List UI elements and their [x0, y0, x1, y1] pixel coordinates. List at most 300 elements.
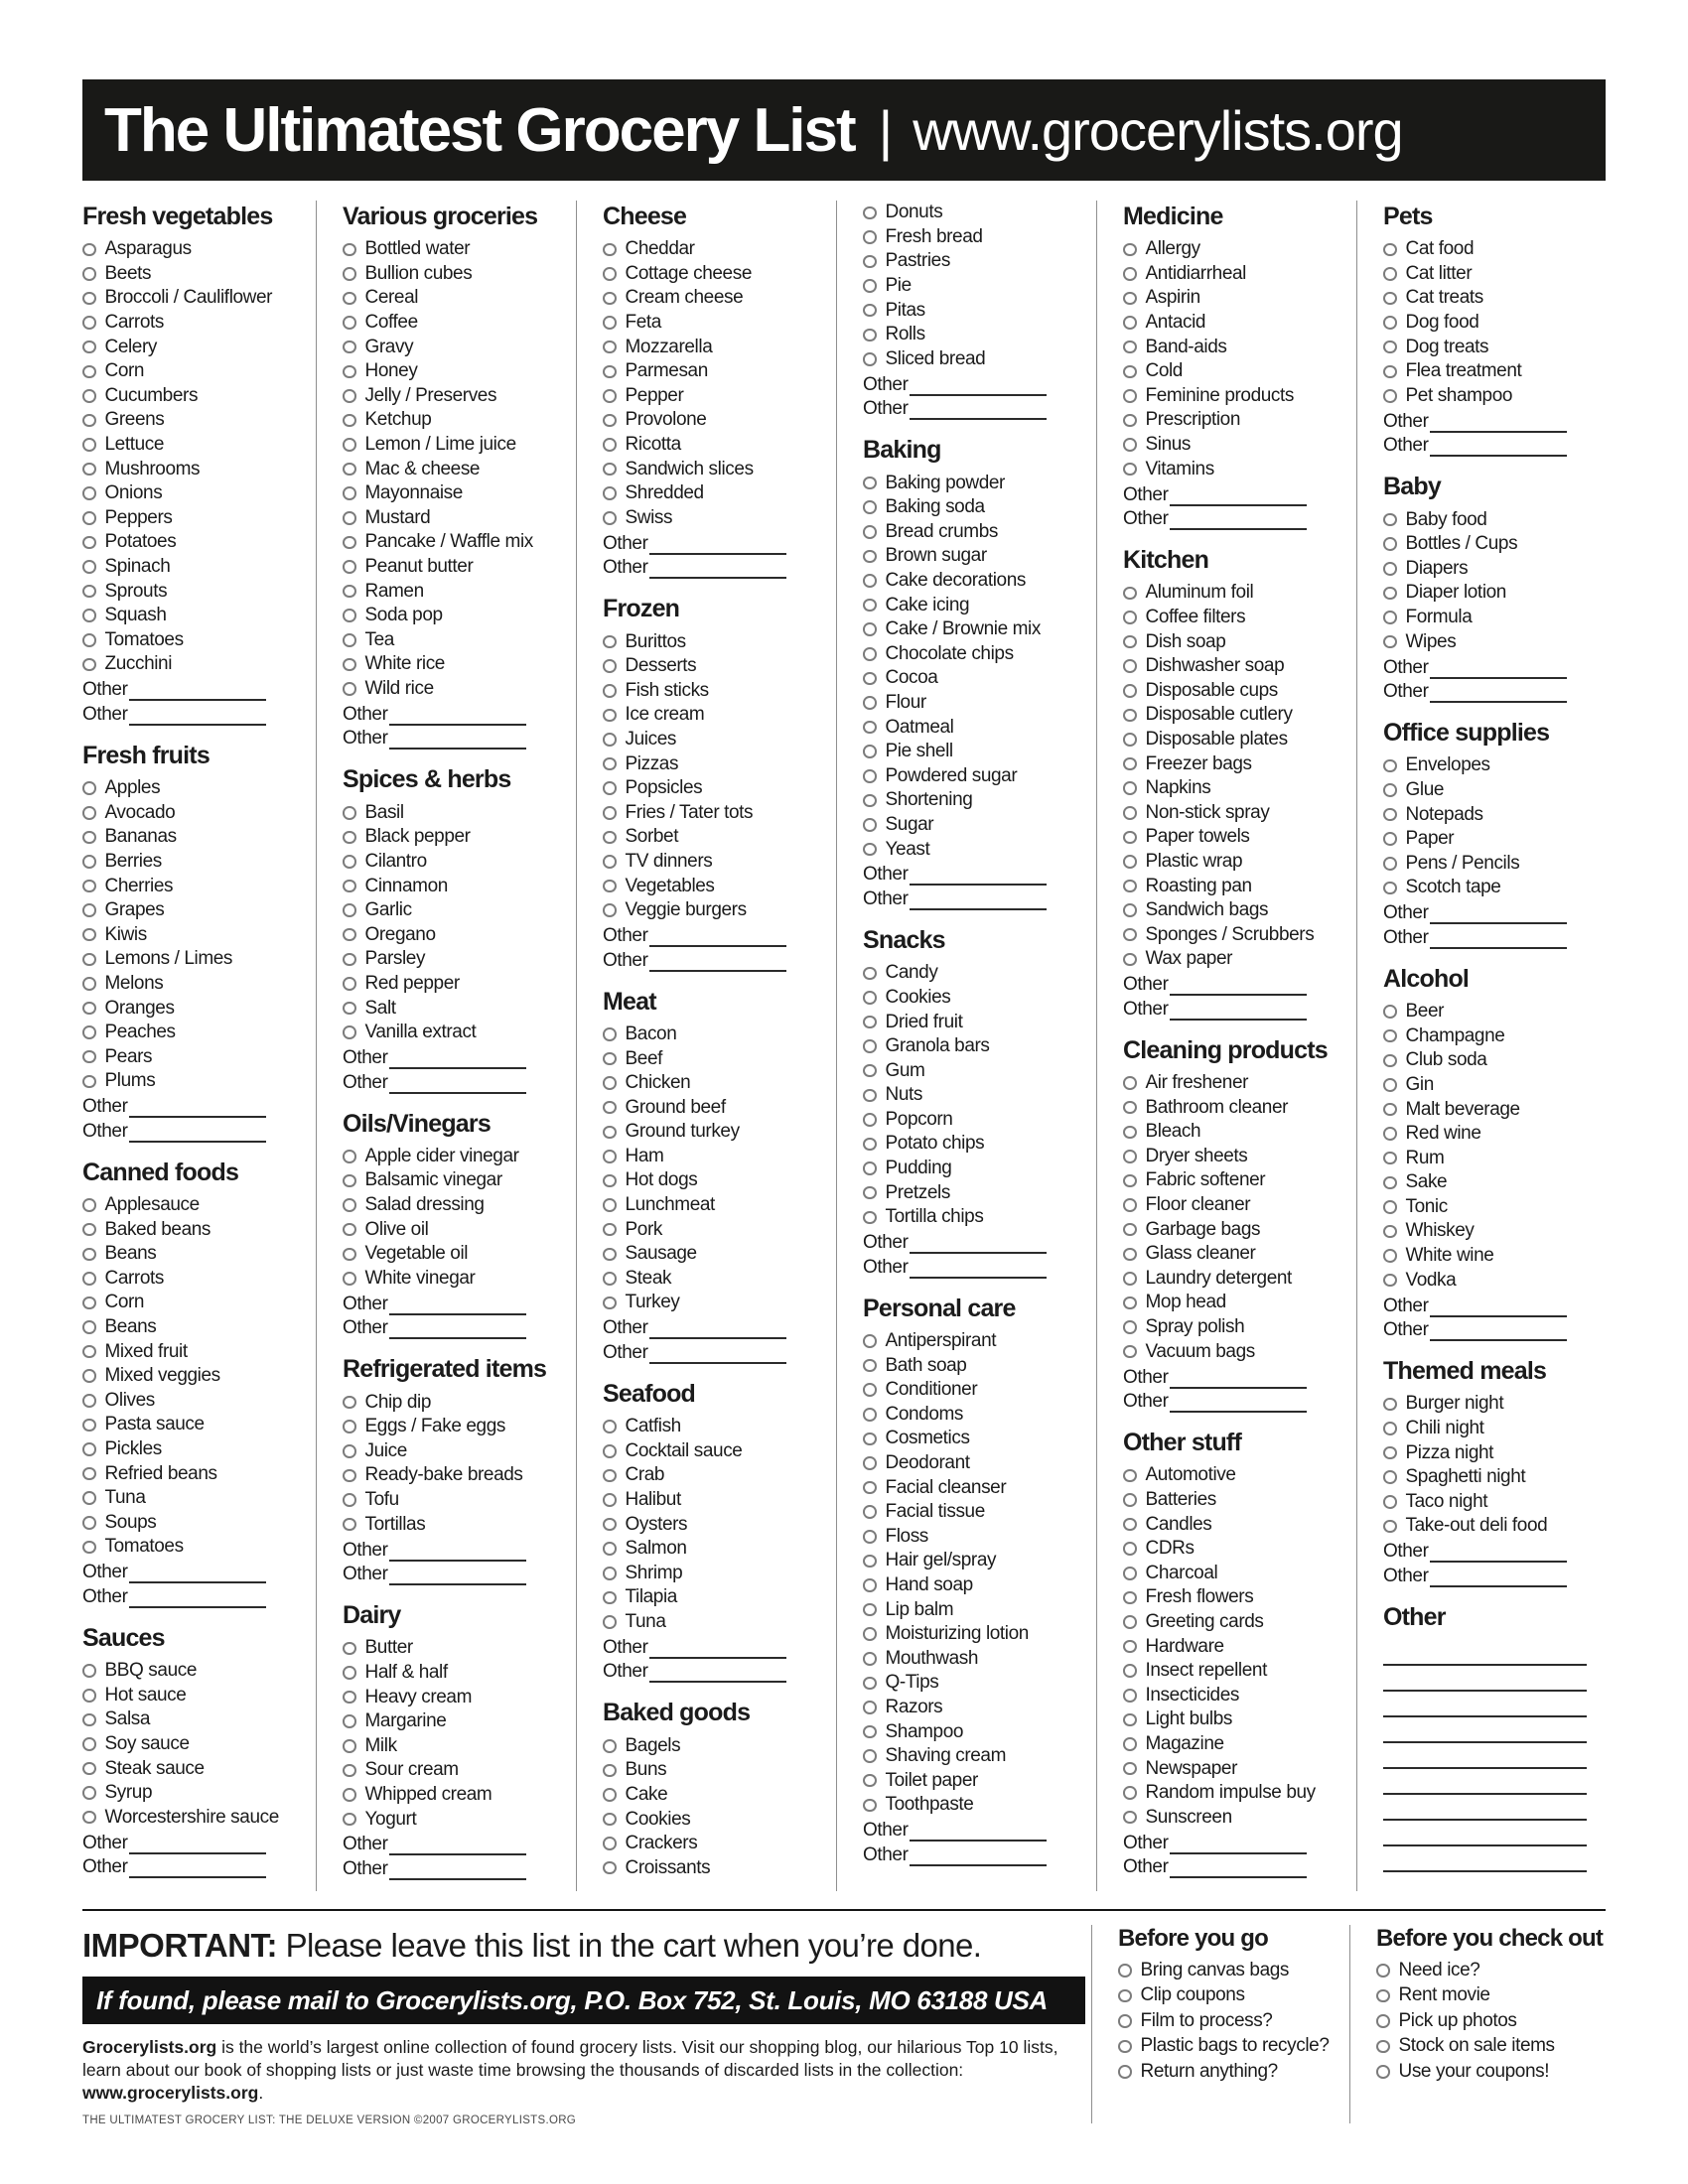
checkbox-circle[interactable] [603, 1518, 617, 1532]
checkbox-circle[interactable] [1123, 1689, 1137, 1703]
checkbox-circle[interactable] [1383, 513, 1397, 527]
checkbox-circle[interactable] [1383, 1127, 1397, 1141]
checkbox-circle[interactable] [343, 855, 356, 869]
checkbox-circle[interactable] [82, 1811, 96, 1825]
checkbox-circle[interactable] [1383, 1152, 1397, 1165]
checkbox-circle[interactable] [343, 1493, 356, 1507]
checkbox-circle[interactable] [603, 684, 617, 698]
checkbox-circle[interactable] [863, 477, 877, 490]
checkbox-circle[interactable] [343, 1691, 356, 1705]
checkbox-circle[interactable] [863, 1627, 877, 1641]
checkbox-circle[interactable] [82, 1272, 96, 1286]
checkbox-circle[interactable] [603, 1420, 617, 1433]
checkbox-circle[interactable] [1123, 1713, 1137, 1727]
checkbox-circle[interactable] [1123, 414, 1137, 428]
checkbox-circle[interactable] [603, 1150, 617, 1163]
checkbox-circle[interactable] [1123, 855, 1137, 869]
checkbox-circle[interactable] [863, 1530, 877, 1544]
checkbox-circle[interactable] [1123, 1223, 1137, 1237]
checkbox-circle[interactable] [82, 1737, 96, 1751]
checkbox-circle[interactable] [82, 316, 96, 330]
checkbox-circle[interactable] [343, 1248, 356, 1262]
checkbox-circle[interactable] [863, 1064, 877, 1078]
checkbox-circle[interactable] [863, 696, 877, 710]
checkbox-circle[interactable] [82, 1762, 96, 1776]
checkbox-circle[interactable] [863, 525, 877, 539]
checkbox-circle[interactable] [1123, 1198, 1137, 1212]
checkbox-circle[interactable] [1383, 1422, 1397, 1435]
checkbox-circle[interactable] [603, 486, 617, 500]
checkbox-circle[interactable] [343, 267, 356, 281]
checkbox-circle[interactable] [1123, 903, 1137, 917]
checkbox-circle[interactable] [1123, 292, 1137, 306]
checkbox-circle[interactable] [1376, 1989, 1390, 2003]
checkbox-circle[interactable] [863, 622, 877, 636]
checkbox-circle[interactable] [863, 279, 877, 293]
checkbox-circle[interactable] [1123, 757, 1137, 771]
checkbox-circle[interactable] [603, 1837, 617, 1850]
checkbox-circle[interactable] [343, 880, 356, 893]
checkbox-circle[interactable] [82, 1786, 96, 1800]
checkbox-circle[interactable] [343, 953, 356, 967]
checkbox-circle[interactable] [343, 1518, 356, 1532]
checkbox-circle[interactable] [343, 1150, 356, 1163]
checkbox-circle[interactable] [1123, 1076, 1137, 1090]
checkbox-circle[interactable] [1383, 389, 1397, 403]
checkbox-circle[interactable] [1118, 2014, 1132, 2028]
checkbox-circle[interactable] [1383, 857, 1397, 871]
checkbox-circle[interactable] [1383, 1249, 1397, 1263]
checkbox-circle[interactable] [1123, 831, 1137, 845]
checkbox-circle[interactable] [82, 806, 96, 820]
checkbox-circle[interactable] [343, 928, 356, 942]
checkbox-circle[interactable] [82, 389, 96, 403]
checkbox-circle[interactable] [1123, 1469, 1137, 1483]
checkbox-circle[interactable] [1383, 1520, 1397, 1534]
checkbox-circle[interactable] [82, 1369, 96, 1383]
checkbox-circle[interactable] [82, 511, 96, 525]
checkbox-circle[interactable] [82, 1050, 96, 1064]
checkbox-circle[interactable] [1376, 2014, 1390, 2028]
checkbox-circle[interactable] [82, 1198, 96, 1212]
checkbox-circle[interactable] [603, 511, 617, 525]
checkbox-circle[interactable] [603, 1444, 617, 1458]
checkbox-circle[interactable] [343, 1788, 356, 1802]
checkbox-circle[interactable] [82, 1467, 96, 1481]
checkbox-circle[interactable] [82, 365, 96, 379]
checkbox-circle[interactable] [863, 1039, 877, 1053]
checkbox-circle[interactable] [863, 500, 877, 514]
checkbox-circle[interactable] [1383, 759, 1397, 773]
checkbox-circle[interactable] [82, 831, 96, 845]
checkbox-circle[interactable] [1376, 1964, 1390, 1978]
checkbox-circle[interactable] [1123, 1737, 1137, 1751]
checkbox-circle[interactable] [1123, 389, 1137, 403]
checkbox-circle[interactable] [1383, 808, 1397, 822]
checkbox-circle[interactable] [603, 733, 617, 747]
checkbox-circle[interactable] [1123, 463, 1137, 477]
checkbox-circle[interactable] [343, 560, 356, 574]
checkbox-circle[interactable] [603, 243, 617, 257]
checkbox-circle[interactable] [1123, 928, 1137, 942]
checkbox-circle[interactable] [863, 1186, 877, 1200]
checkbox-circle[interactable] [863, 352, 877, 366]
checkbox-circle[interactable] [82, 1541, 96, 1555]
checkbox-circle[interactable] [1123, 880, 1137, 893]
checkbox-circle[interactable] [1123, 659, 1137, 673]
checkbox-circle[interactable] [603, 1272, 617, 1286]
checkbox-circle[interactable] [603, 316, 617, 330]
checkbox-circle[interactable] [1383, 1078, 1397, 1092]
checkbox-circle[interactable] [603, 1764, 617, 1778]
checkbox-circle[interactable] [1383, 1495, 1397, 1509]
checkbox-circle[interactable] [1123, 1518, 1137, 1532]
checkbox-circle[interactable] [603, 757, 617, 771]
checkbox-circle[interactable] [863, 721, 877, 735]
checkbox-circle[interactable] [1383, 365, 1397, 379]
checkbox-circle[interactable] [603, 806, 617, 820]
checkbox-circle[interactable] [1123, 953, 1137, 967]
checkbox-circle[interactable] [343, 1025, 356, 1039]
checkbox-circle[interactable] [82, 977, 96, 991]
checkbox-circle[interactable] [603, 414, 617, 428]
checkbox-circle[interactable] [343, 316, 356, 330]
checkbox-circle[interactable] [343, 585, 356, 599]
checkbox-circle[interactable] [863, 1701, 877, 1714]
checkbox-circle[interactable] [343, 1764, 356, 1778]
checkbox-circle[interactable] [343, 463, 356, 477]
checkbox-circle[interactable] [82, 1297, 96, 1310]
checkbox-circle[interactable] [343, 1813, 356, 1827]
checkbox-circle[interactable] [603, 1248, 617, 1262]
checkbox-circle[interactable] [603, 1052, 617, 1066]
checkbox-circle[interactable] [1123, 1248, 1137, 1262]
checkbox-circle[interactable] [343, 1272, 356, 1286]
checkbox-circle[interactable] [863, 230, 877, 244]
checkbox-circle[interactable] [1123, 1101, 1137, 1115]
checkbox-circle[interactable] [863, 1334, 877, 1348]
checkbox-circle[interactable] [603, 1739, 617, 1753]
checkbox-circle[interactable] [343, 486, 356, 500]
checkbox-circle[interactable] [603, 1101, 617, 1115]
checkbox-circle[interactable] [863, 1359, 877, 1373]
checkbox-circle[interactable] [343, 1198, 356, 1212]
checkbox-circle[interactable] [1123, 341, 1137, 354]
checkbox-circle[interactable] [603, 267, 617, 281]
checkbox-circle[interactable] [343, 365, 356, 379]
checkbox-circle[interactable] [1383, 316, 1397, 330]
checkbox-circle[interactable] [863, 1481, 877, 1495]
checkbox-circle[interactable] [863, 1652, 877, 1666]
checkbox-circle[interactable] [1123, 1591, 1137, 1605]
checkbox-circle[interactable] [603, 903, 617, 917]
checkbox-circle[interactable] [82, 953, 96, 967]
checkbox-circle[interactable] [863, 1089, 877, 1103]
checkbox-circle[interactable] [1123, 267, 1137, 281]
checkbox-circle[interactable] [1383, 1274, 1397, 1288]
checkbox-circle[interactable] [1123, 1762, 1137, 1776]
checkbox-circle[interactable] [1383, 292, 1397, 306]
checkbox-circle[interactable] [343, 682, 356, 696]
checkbox-circle[interactable] [82, 438, 96, 452]
checkbox-circle[interactable] [603, 855, 617, 869]
checkbox-circle[interactable] [1123, 1567, 1137, 1580]
checkbox-circle[interactable] [863, 1799, 877, 1813]
checkbox-circle[interactable] [82, 633, 96, 647]
checkbox-circle[interactable] [82, 1491, 96, 1505]
checkbox-circle[interactable] [603, 1542, 617, 1556]
checkbox-circle[interactable] [863, 255, 877, 269]
checkbox-circle[interactable] [343, 977, 356, 991]
checkbox-circle[interactable] [343, 1396, 356, 1410]
checkbox-circle[interactable] [603, 365, 617, 379]
checkbox-circle[interactable] [863, 599, 877, 613]
checkbox-circle[interactable] [82, 880, 96, 893]
checkbox-circle[interactable] [1383, 587, 1397, 601]
checkbox-circle[interactable] [603, 292, 617, 306]
checkbox-circle[interactable] [603, 781, 617, 795]
checkbox-circle[interactable] [1118, 2065, 1132, 2079]
checkbox-circle[interactable] [343, 658, 356, 672]
checkbox-circle[interactable] [603, 389, 617, 403]
checkbox-circle[interactable] [1123, 438, 1137, 452]
checkbox-circle[interactable] [603, 1126, 617, 1140]
checkbox-circle[interactable] [343, 389, 356, 403]
checkbox-circle[interactable] [603, 1027, 617, 1041]
checkbox-circle[interactable] [343, 633, 356, 647]
checkbox-circle[interactable] [1118, 1989, 1132, 2003]
checkbox-circle[interactable] [82, 292, 96, 306]
checkbox-circle[interactable] [603, 463, 617, 477]
checkbox-circle[interactable] [1123, 1345, 1137, 1359]
checkbox-circle[interactable] [343, 903, 356, 917]
checkbox-circle[interactable] [1118, 2040, 1132, 2054]
checkbox-circle[interactable] [343, 438, 356, 452]
checkbox-circle[interactable] [863, 1456, 877, 1470]
checkbox-circle[interactable] [863, 550, 877, 564]
checkbox-circle[interactable] [1123, 1493, 1137, 1507]
checkbox-circle[interactable] [82, 855, 96, 869]
checkbox-circle[interactable] [82, 1075, 96, 1089]
checkbox-circle[interactable] [343, 1002, 356, 1016]
checkbox-circle[interactable] [1123, 365, 1137, 379]
checkbox-circle[interactable] [82, 1223, 96, 1237]
checkbox-circle[interactable] [1383, 1225, 1397, 1239]
checkbox-circle[interactable] [603, 635, 617, 649]
checkbox-circle[interactable] [1383, 243, 1397, 257]
checkbox-circle[interactable] [343, 1714, 356, 1728]
checkbox-circle[interactable] [1123, 1272, 1137, 1286]
checkbox-circle[interactable] [1383, 1200, 1397, 1214]
checkbox-circle[interactable] [343, 609, 356, 622]
checkbox-circle[interactable] [863, 1677, 877, 1691]
checkbox-circle[interactable] [82, 1002, 96, 1016]
checkbox-circle[interactable] [863, 1578, 877, 1592]
checkbox-circle[interactable] [863, 818, 877, 832]
checkbox-circle[interactable] [82, 585, 96, 599]
checkbox-circle[interactable] [863, 1113, 877, 1127]
checkbox-circle[interactable] [863, 1383, 877, 1397]
checkbox-circle[interactable] [82, 243, 96, 257]
checkbox-circle[interactable] [1383, 611, 1397, 624]
checkbox-circle[interactable] [343, 831, 356, 845]
checkbox-circle[interactable] [82, 341, 96, 354]
checkbox-circle[interactable] [1123, 709, 1137, 723]
checkbox-circle[interactable] [603, 1297, 617, 1310]
checkbox-circle[interactable] [1123, 1320, 1137, 1334]
checkbox-circle[interactable] [1123, 781, 1137, 795]
checkbox-circle[interactable] [603, 1788, 617, 1802]
checkbox-circle[interactable] [863, 1433, 877, 1446]
checkbox-circle[interactable] [863, 794, 877, 808]
checkbox-circle[interactable] [603, 438, 617, 452]
checkbox-circle[interactable] [603, 1591, 617, 1605]
checkbox-circle[interactable] [603, 880, 617, 893]
checkbox-circle[interactable] [82, 486, 96, 500]
checkbox-circle[interactable] [82, 414, 96, 428]
checkbox-circle[interactable] [82, 658, 96, 672]
checkbox-circle[interactable] [82, 267, 96, 281]
checkbox-circle[interactable] [82, 1345, 96, 1359]
checkbox-circle[interactable] [863, 769, 877, 783]
checkbox-circle[interactable] [1123, 1786, 1137, 1800]
checkbox-circle[interactable] [863, 304, 877, 318]
checkbox-circle[interactable] [1123, 316, 1137, 330]
checkbox-circle[interactable] [82, 609, 96, 622]
checkbox-circle[interactable] [343, 536, 356, 550]
checkbox-circle[interactable] [1383, 1103, 1397, 1117]
checkbox-circle[interactable] [603, 709, 617, 723]
checkbox-circle[interactable] [863, 1749, 877, 1763]
checkbox-circle[interactable] [1123, 1150, 1137, 1163]
checkbox-circle[interactable] [82, 781, 96, 795]
checkbox-circle[interactable] [343, 1223, 356, 1237]
checkbox-circle[interactable] [343, 1739, 356, 1753]
checkbox-circle[interactable] [343, 511, 356, 525]
checkbox-circle[interactable] [1123, 635, 1137, 649]
checkbox-circle[interactable] [863, 1016, 877, 1029]
checkbox-circle[interactable] [1123, 1811, 1137, 1825]
checkbox-circle[interactable] [82, 928, 96, 942]
checkbox-circle[interactable] [603, 1813, 617, 1827]
checkbox-circle[interactable] [82, 1664, 96, 1678]
checkbox-circle[interactable] [82, 463, 96, 477]
checkbox-circle[interactable] [1383, 1005, 1397, 1019]
checkbox-circle[interactable] [863, 574, 877, 588]
checkbox-circle[interactable] [1123, 611, 1137, 624]
checkbox-circle[interactable] [1383, 562, 1397, 576]
checkbox-circle[interactable] [1383, 537, 1397, 551]
checkbox-circle[interactable] [343, 292, 356, 306]
checkbox-circle[interactable] [82, 536, 96, 550]
checkbox-circle[interactable] [603, 1615, 617, 1629]
checkbox-circle[interactable] [1123, 243, 1137, 257]
checkbox-circle[interactable] [343, 1420, 356, 1433]
checkbox-circle[interactable] [863, 647, 877, 661]
checkbox-circle[interactable] [82, 1516, 96, 1530]
checkbox-circle[interactable] [1376, 2065, 1390, 2079]
checkbox-circle[interactable] [863, 1603, 877, 1617]
checkbox-circle[interactable] [82, 1419, 96, 1433]
checkbox-circle[interactable] [863, 1138, 877, 1152]
checkbox-circle[interactable] [603, 1493, 617, 1507]
checkbox-circle[interactable] [1383, 783, 1397, 797]
checkbox-circle[interactable] [82, 1394, 96, 1408]
checkbox-circle[interactable] [1383, 1446, 1397, 1460]
checkbox-circle[interactable] [343, 1174, 356, 1188]
checkbox-circle[interactable] [863, 206, 877, 220]
checkbox-circle[interactable] [863, 1505, 877, 1519]
checkbox-circle[interactable] [82, 1442, 96, 1456]
checkbox-circle[interactable] [603, 1469, 617, 1483]
checkbox-circle[interactable] [603, 831, 617, 845]
checkbox-circle[interactable] [343, 806, 356, 820]
checkbox-circle[interactable] [603, 341, 617, 354]
checkbox-circle[interactable] [603, 659, 617, 673]
checkbox-circle[interactable] [1123, 1615, 1137, 1629]
checkbox-circle[interactable] [1383, 1029, 1397, 1043]
checkbox-circle[interactable] [1383, 1470, 1397, 1484]
checkbox-circle[interactable] [343, 1666, 356, 1680]
checkbox-circle[interactable] [343, 243, 356, 257]
checkbox-circle[interactable] [1123, 1664, 1137, 1678]
checkbox-circle[interactable] [1123, 684, 1137, 698]
checkbox-circle[interactable] [343, 1444, 356, 1458]
checkbox-circle[interactable] [1123, 1174, 1137, 1188]
checkbox-circle[interactable] [343, 414, 356, 428]
checkbox-circle[interactable] [82, 560, 96, 574]
checkbox-circle[interactable] [1383, 341, 1397, 354]
checkbox-circle[interactable] [863, 991, 877, 1005]
checkbox-circle[interactable] [1123, 1297, 1137, 1310]
checkbox-circle[interactable] [863, 329, 877, 342]
checkbox-circle[interactable] [603, 1567, 617, 1580]
checkbox-circle[interactable] [1123, 806, 1137, 820]
checkbox-circle[interactable] [82, 1320, 96, 1334]
checkbox-circle[interactable] [863, 672, 877, 686]
checkbox-circle[interactable] [863, 1408, 877, 1422]
checkbox-circle[interactable] [1383, 1054, 1397, 1068]
checkbox-circle[interactable] [1123, 1126, 1137, 1140]
checkbox-circle[interactable] [82, 1713, 96, 1727]
checkbox-circle[interactable] [603, 1174, 617, 1188]
checkbox-circle[interactable] [343, 341, 356, 354]
checkbox-circle[interactable] [1383, 882, 1397, 895]
checkbox-circle[interactable] [863, 1161, 877, 1175]
checkbox-circle[interactable] [603, 1861, 617, 1875]
checkbox-circle[interactable] [343, 1469, 356, 1483]
checkbox-circle[interactable] [1123, 1640, 1137, 1654]
checkbox-circle[interactable] [343, 1642, 356, 1656]
checkbox-circle[interactable] [863, 1774, 877, 1788]
checkbox-circle[interactable] [1123, 587, 1137, 601]
checkbox-circle[interactable] [863, 745, 877, 758]
checkbox-circle[interactable] [1383, 832, 1397, 846]
checkbox-circle[interactable] [603, 1198, 617, 1212]
checkbox-circle[interactable] [82, 1689, 96, 1703]
checkbox-circle[interactable] [603, 1223, 617, 1237]
checkbox-circle[interactable] [1118, 1964, 1132, 1978]
checkbox-circle[interactable] [1383, 1398, 1397, 1412]
checkbox-circle[interactable] [1383, 267, 1397, 281]
checkbox-circle[interactable] [1123, 733, 1137, 747]
checkbox-circle[interactable] [863, 1555, 877, 1569]
checkbox-circle[interactable] [1123, 1542, 1137, 1556]
checkbox-circle[interactable] [863, 1725, 877, 1739]
checkbox-circle[interactable] [863, 1211, 877, 1225]
checkbox-circle[interactable] [82, 1025, 96, 1039]
checkbox-circle[interactable] [603, 1076, 617, 1090]
